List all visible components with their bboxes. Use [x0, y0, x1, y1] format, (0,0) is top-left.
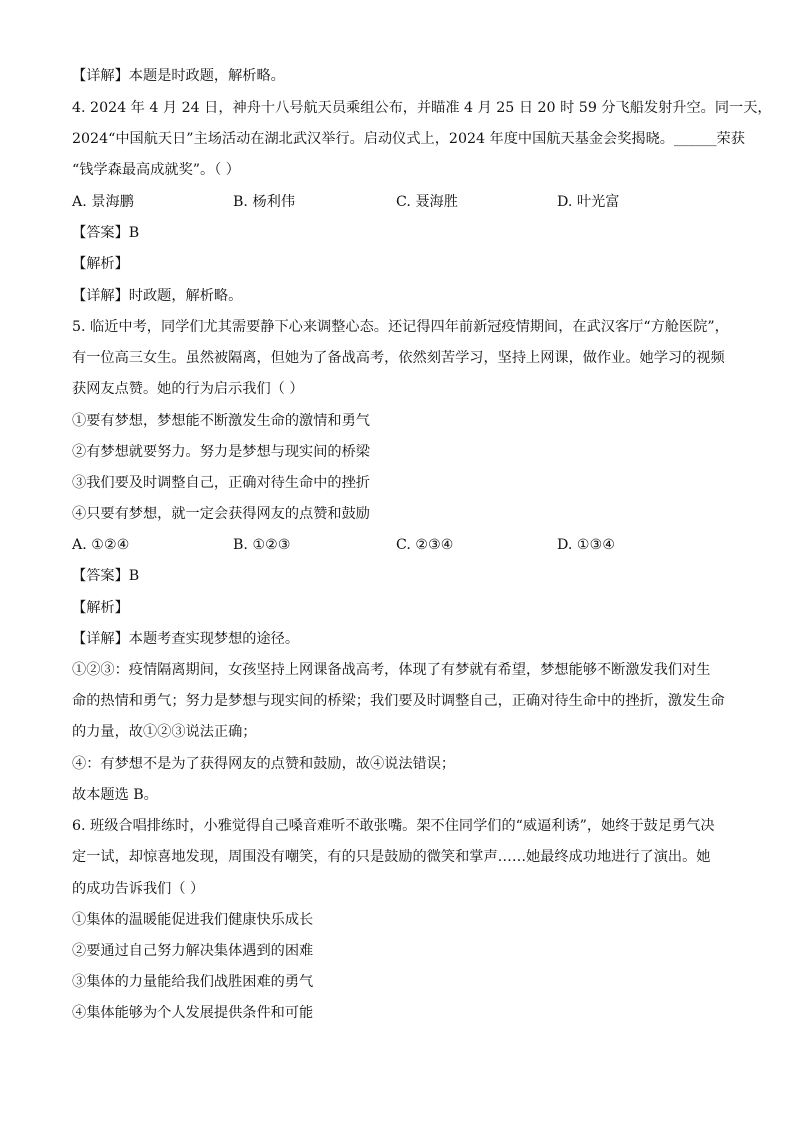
q4-stem-line-3: “钱学森最高成就奖”。（ ） [72, 162, 240, 178]
q5-stem-line-1: 5. 临近中考，同学们尤其需要静下心来调整心态。还记得四年前新冠疫情期间，在武汉客厅“方舱医院”， [72, 319, 729, 335]
q5-option-c: C. ②③④ [396, 537, 454, 553]
q6-statement-4: ④集体能够为个人发展提供条件和可能 [72, 1005, 314, 1021]
q5-option-d: D. ①③④ [557, 537, 616, 553]
q5-statement-2: ②有梦想就要努力。努力是梦想与现实间的桥梁 [72, 444, 370, 460]
q6-stem-line-2: 定一试，却惊喜地发现，周围没有嘲笑，有的只是鼓励的微笑和掌声……她最终成功地进行了演出。她 [72, 849, 711, 865]
q5-detail-line-4: ④：有梦想不是为了获得网友的点赞和鼓励，故④说法错误； [72, 756, 456, 772]
q5-detail-line-3: 的力量，故①②③说法正确； [72, 724, 257, 740]
q6-statement-2: ②要通过自己努力解决集体遇到的困难 [72, 943, 314, 959]
q5-detail-line-2: 命的热情和勇气；努力是梦想与现实间的桥梁；我们要及时调整自己，正确对待生命中的挫折，激发生命 [72, 693, 725, 709]
q5-answer: 【答案】B [72, 568, 140, 584]
q5-detail-intro: 【详解】本题考查实现梦想的途径。 [72, 631, 300, 647]
q4-stem-line-1: 4. 2024 年 4 月 24 日，神舟十八号航天员乘组公布，并瞄准 4 月 25 日 20 时 59 分飞船发射升空。同一天， [72, 100, 772, 116]
q5-detail-line-1: ①②③：疫情隔离期间，女孩坚持上网课备战高考，体现了有梦就有希望，梦想能够不断激发我们对生 [72, 662, 711, 678]
q4-option-d: D. 叶光富 [557, 194, 620, 210]
q6-statement-3: ③集体的力量能给我们战胜困难的勇气 [72, 974, 314, 990]
q3-detail: 【详解】本题是时政题，解析略。 [72, 68, 285, 84]
q4-option-c: C. 聂海胜 [396, 194, 458, 210]
q5-stem-line-3: 获网友点赞。她的行为启示我们（ ） [72, 381, 304, 397]
q6-stem-line-1: 6. 班级合唱排练时，小雅觉得自己嗓音难听不敢张嘴。架不住同学们的“威逼利诱”，她终于鼓足勇气决 [72, 818, 715, 834]
q4-answer: 【答案】B [72, 225, 140, 241]
q5-analysis-heading: 【解析】 [72, 600, 129, 616]
q6-statement-1: ①集体的温暖能促进我们健康快乐成长 [72, 912, 314, 928]
q4-option-b: B. 杨利伟 [233, 194, 296, 210]
q5-option-a: A. ①②④ [72, 537, 130, 553]
q5-stem-line-2: 有一位高三女生。虽然被隔离，但她为了备战高考，依然刻苦学习，坚持上网课，做作业。她学习的视频 [72, 350, 725, 366]
q4-detail: 【详解】时政题，解析略。 [72, 288, 243, 304]
q4-stem-line-2: 2024“中国航天日”主场活动在湖北武汉举行。启动仪式上，2024 年度中国航天基金会奖揭晓。______荣获 [72, 131, 745, 147]
q4-option-a: A. 景海鹏 [72, 194, 134, 210]
q5-statement-1: ①要有梦想，梦想能不断激发生命的激情和勇气 [72, 413, 370, 429]
q4-analysis-heading: 【解析】 [72, 256, 129, 272]
q6-stem-line-3: 的成功告诉我们（ ） [72, 881, 205, 897]
q5-statement-3: ③我们要及时调整自己，正确对待生命中的挫折 [72, 475, 370, 491]
q5-option-b: B. ①②③ [233, 537, 291, 553]
q5-statement-4: ④只要有梦想，就一定会获得网友的点赞和鼓励 [72, 506, 370, 522]
q5-conclusion: 故本题选 B。 [72, 787, 158, 803]
